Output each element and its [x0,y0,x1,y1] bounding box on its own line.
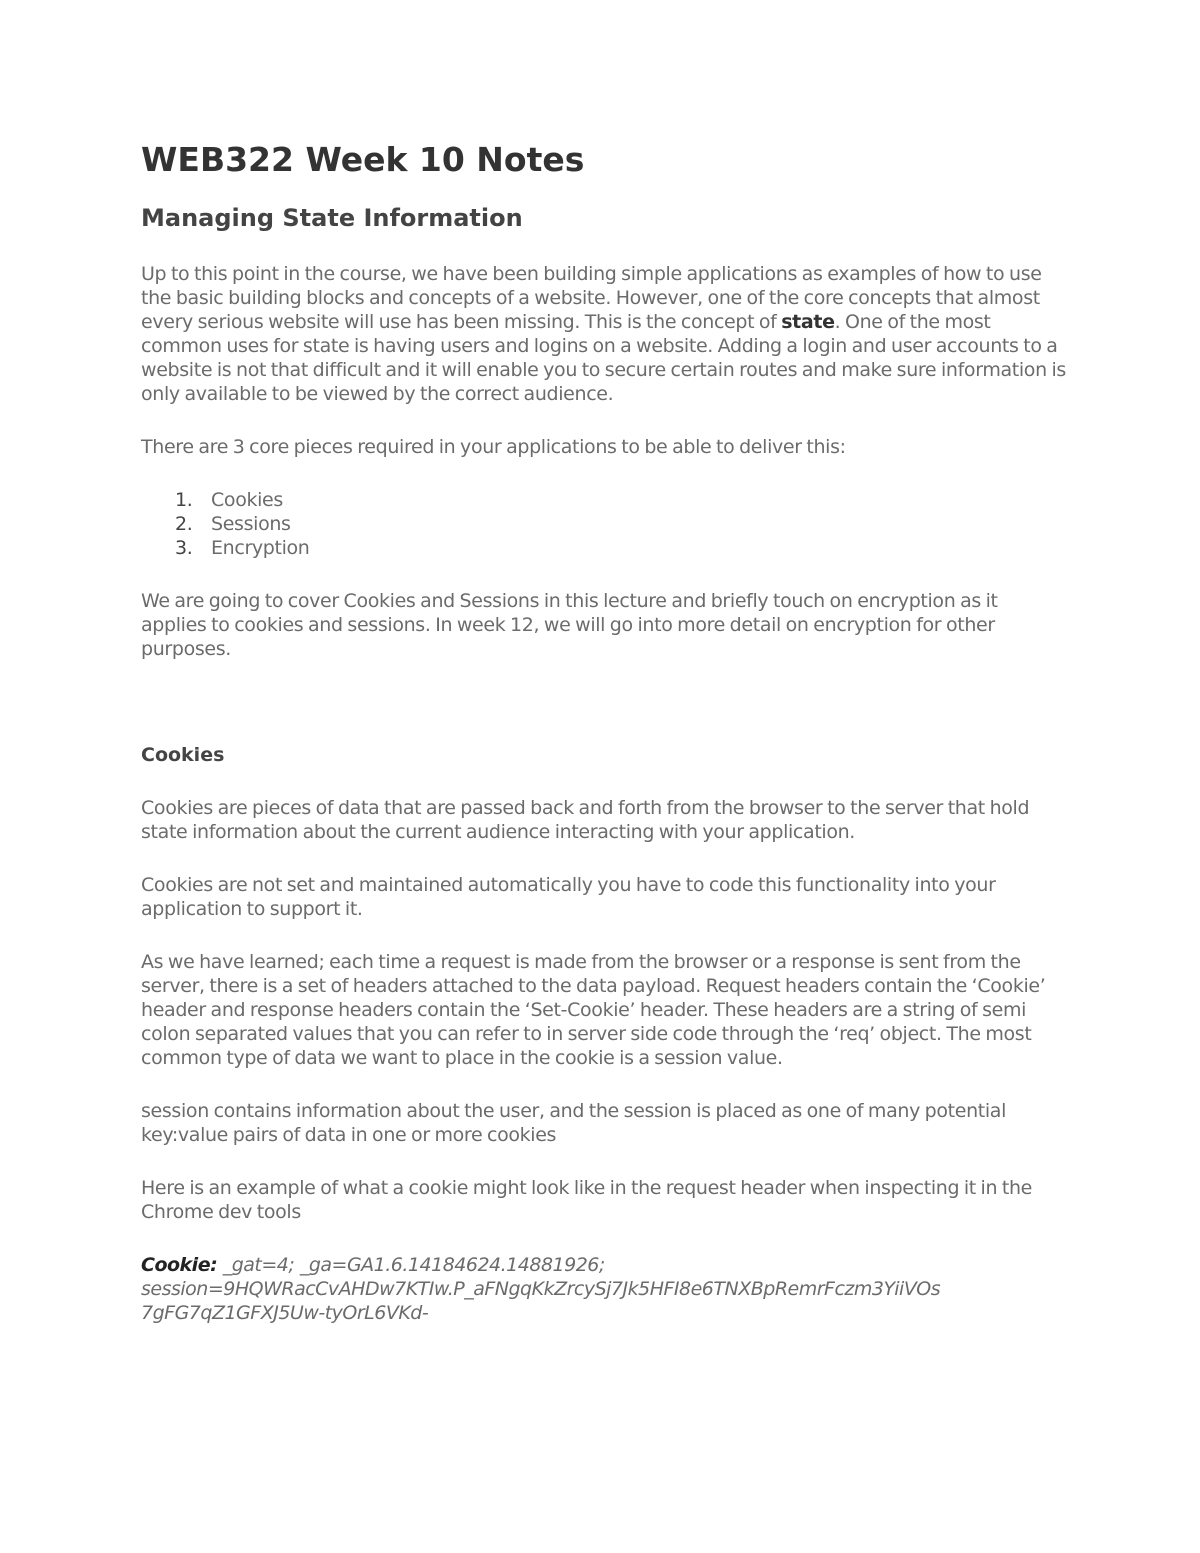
cookie-example-key: Cookie: [141,1254,218,1276]
list-item [141,536,1066,560]
cookies-paragraph-3: As we have learned; each time a request is made from the browser or a response is sent from the server, there is a set of headers attached to the data payload. Request headers contain the ‘Cookie’ header and response headers contain the ‘Set-Cookie’ header. These headers are a string of semi colon separated values that you can refer to in server side code through the ‘req’ object. The most common type of data we want to place in the cookie is a session value. [141,951,1046,1069]
coverage-paragraph: We are going to cover Cookies and Sessions in this lecture and briefly touch on encryption as it applies to cookies and sessions. In week 12, we will go into more detail on encryption for other purposes. [141,590,998,660]
cookies-paragraph-1: Cookies are pieces of data that are passed back and forth from the browser to the server that hold state information about the current audience interacting with your application. [141,797,1030,843]
document-page [141,138,1066,1325]
cookie-example-line-1 [141,1253,1066,1277]
cookies-paragraph-4: session contains information about the user, and the session is placed as one of many potential key:value pairs of data in one or more cookies [141,1100,1007,1146]
cookie-example-line-3: 7gFG7qZ1GFXJ5Uw-tyOrL6VKd- [141,1302,429,1324]
cookies-heading: Cookies [141,744,225,766]
list-item-label: Encryption [211,537,310,559]
list-item [141,488,1066,512]
document-title: WEB322 Week 10 Notes [141,140,585,179]
intro-paragraph [141,262,1066,406]
list-item-label: Cookies [211,489,283,511]
cookie-example [141,1253,1066,1325]
cookies-paragraph-5: Here is an example of what a cookie might look like in the request header when inspecting it in the Chrome dev tools [141,1177,1032,1223]
core-pieces-list [141,488,1066,560]
intro-text-after: . One of the most common uses for state is having users and logins on a website. Adding a login and user accounts to a website is not that difficult and it will enable you to secure certain routes and make sure information is only available to be viewed by the correct audience. [141,311,1066,405]
cookies-paragraph-2: Cookies are not set and maintained automatically you have to code this functionality into your application to support it. [141,874,996,920]
section-title: Managing State Information [141,204,523,232]
core-pieces-intro: There are 3 core pieces required in your applications to be able to deliver this: [141,436,846,458]
list-item-label: Sessions [211,513,291,535]
cookie-example-line-2: session=9HQWRacCvAHDw7KTIw.P_aFNgqKkZrcySj7Jk5HFI8e6TNXBpRemrFczm3YiiVOs [141,1278,941,1300]
list-item-number: 2. [175,513,193,535]
list-item-number: 1. [175,489,193,511]
list-item [141,512,1066,536]
list-item-number: 3. [175,537,193,559]
cookie-example-text-1: _gat=4; _ga=GA1.6.14184624.14881926; [217,1254,605,1276]
intro-bold-state: state [781,311,835,333]
intro-text-before: Up to this point in the course, we have been building simple applications as examples of how to use the basic building blocks and concepts of a website. However, one of the core concepts that almost every serious website will use has been missing. This is the concept of [141,263,1042,333]
